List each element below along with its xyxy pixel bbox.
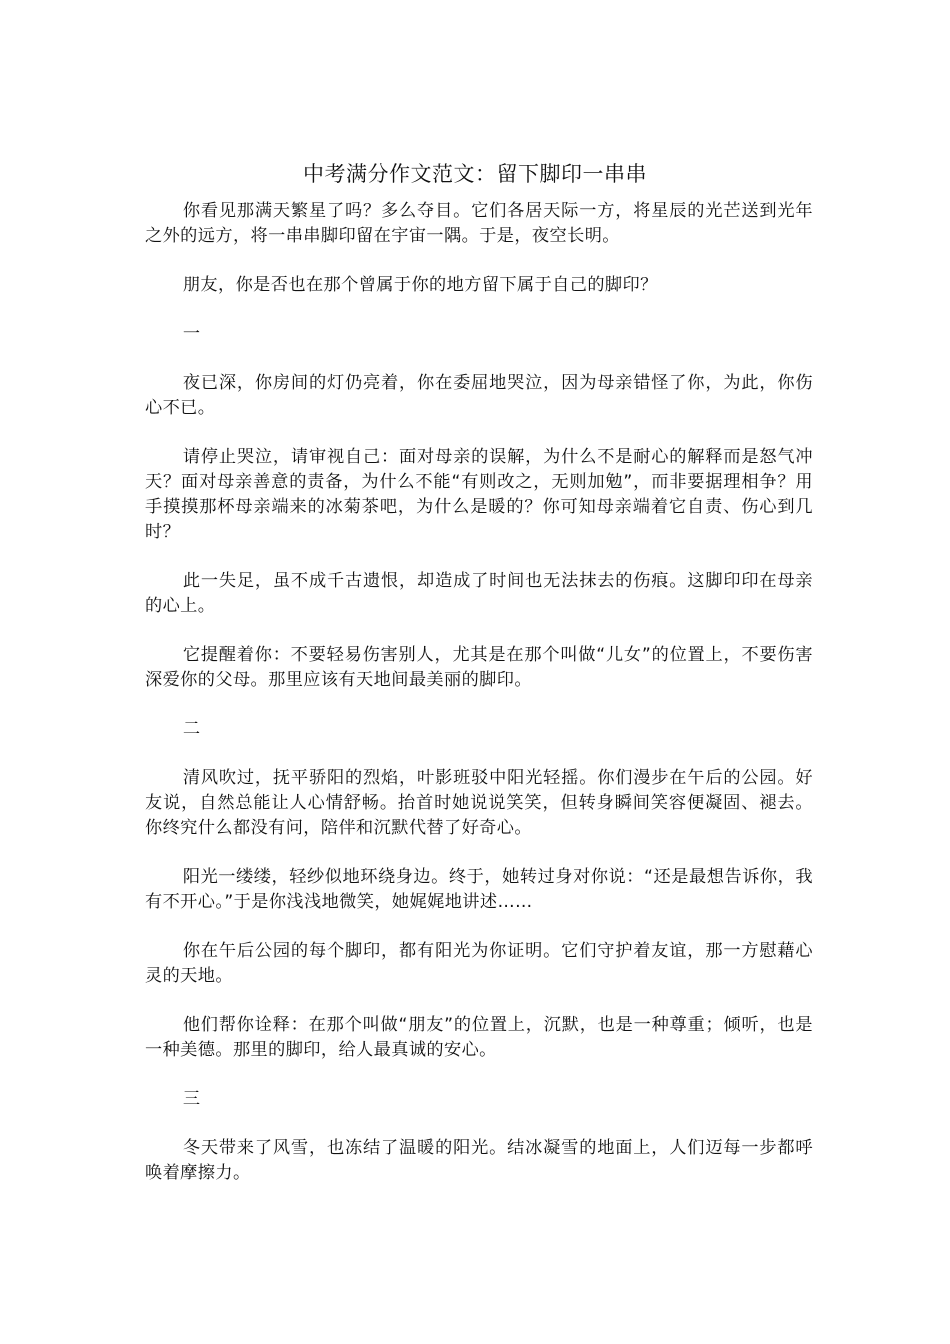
paragraph-2: 朋友，你是否也在那个曾属于你的地方留下属于自己的脚印？ [182, 275, 658, 295]
paragraph-10: 他们帮你诠释：在那个叫做“朋友”的位置上，沉默，也是一种尊重；倾听，也是一种美德。那里的脚印，给人最真诚的安心。 [145, 1015, 813, 1060]
paragraph-3: 夜已深，你房间的灯仍亮着，你在委屈地哭泣，因为母亲错怪了你，为此，你伤心不已。 [145, 373, 813, 418]
paragraph-9: 你在午后公园的每个脚印，都有阳光为你证明。它们守护着友谊，那一方慰藉心灵的天地。 [145, 941, 813, 986]
paragraph-7: 清风吹过，抚平骄阳的烈焰，叶影班驳中阳光轻摇。你们漫步在午后的公园。好友说，自然总能让人心情舒畅。抬首时她说说笑笑，但转身瞬间笑容便凝固、褪去。你终究什么都没有问，陪伴和沉默代替了好奇心。 [145, 768, 813, 838]
section-heading-2: 二 [182, 719, 201, 739]
paragraph-11: 冬天带来了风雪，也冻结了温暖的阳光。结冰凝雪的地面上，人们迈每一步都呼唤着摩擦力。 [145, 1138, 813, 1183]
paragraph-8: 阳光一缕缕，轻纱似地环绕身边。终于，她转过身对你说：“还是最想告诉你，我有不开心。”于是你浅浅地微笑，她娓娓地讲述…… [145, 867, 813, 912]
article-body [145, 199, 813, 1186]
paragraph-6: 它提醒着你：不要轻易伤害别人，尤其是在那个叫做“儿女”的位置上，不要伤害深爱你的父母。那里应该有天地间最美丽的脚印。 [145, 645, 813, 690]
paragraph-1: 你看见那满天繁星了吗？多么夺目。它们各居天际一方，将星辰的光芒送到光年之外的远方，将一串串脚印留在宇宙一隅。于是，夜空长明。 [145, 201, 813, 246]
page-title: 中考满分作文范文：留下脚印一串串 [303, 162, 647, 186]
paragraph-5: 此一失足，虽不成千古遗恨，却造成了时间也无法抹去的伤痕。这脚印印在母亲的心上。 [145, 571, 813, 616]
section-heading-3: 三 [182, 1089, 201, 1109]
section-heading-1: 一 [182, 324, 201, 344]
paragraph-4: 请停止哭泣，请审视自己：面对母亲的误解，为什么不是耐心的解释而是怒气冲天？面对母亲善意的责备，为什么不能“有则改之，无则加勉”，而非要据理相争？用手摸摸那杯母亲端来的冰菊茶吧，为什么是暖的？你可知母亲端着它自责、伤心到几时？ [145, 447, 813, 542]
